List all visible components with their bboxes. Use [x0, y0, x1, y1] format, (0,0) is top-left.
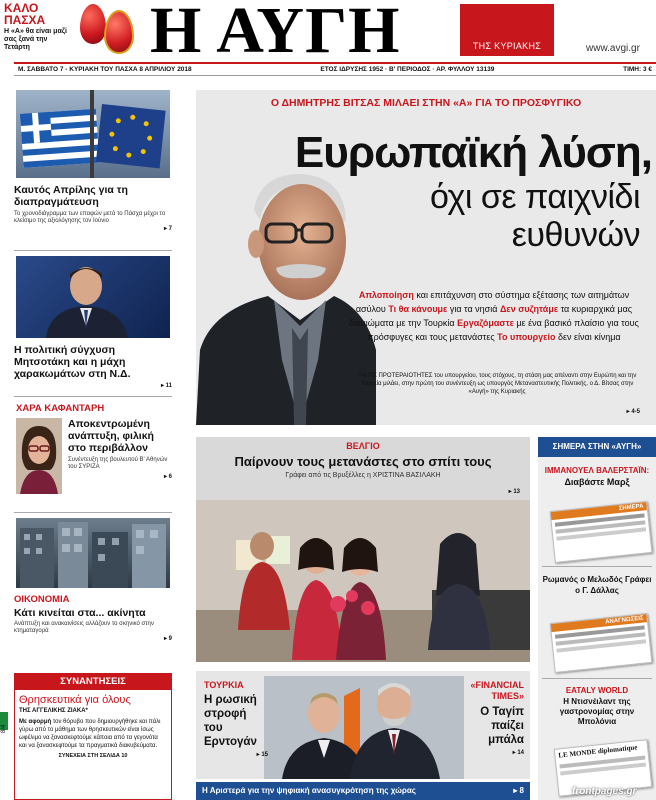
deck-key: Απλοποίηση	[358, 290, 414, 300]
promo-text: Η «Α» θα είναι μαζί σας ξανά την Τετάρτη	[4, 28, 67, 51]
column-continue[interactable]: ΣΥΝΕΧΕΙΑ ΣΤΗ ΣΕΛΙΔΑ 10	[58, 753, 128, 759]
deck-key: Το υπουργείο	[497, 332, 556, 342]
website-url[interactable]: www.avgi.gr	[586, 43, 640, 54]
story-title[interactable]: Η πολιτική σύγχυση Μητσοτάκη και η μάχη χαρακωμάτων στη Ν.Δ.	[14, 344, 131, 380]
story-byline: Γράφει από τις Βρυξέλλες η ΧΡΙΣΤΙΝΑ ΒΑΣΙΛΑΚΗ	[285, 472, 441, 479]
page-ref: ▸ 14	[512, 750, 524, 756]
author-photo[interactable]	[16, 418, 62, 494]
deck-key: Τι θα κάνουμε	[388, 304, 448, 314]
section-label: ΤΟΥΡΚΙΑ	[204, 680, 244, 690]
deck-text: για τα νησιά	[447, 304, 500, 314]
item-title[interactable]: Διαβάστε Μαρξ	[564, 477, 630, 487]
deck-key: Δεν συζητάμε	[499, 304, 559, 314]
story-title[interactable]: Η ρωσική στροφή του Ερντογάν	[204, 694, 257, 748]
supplement-thumbnail[interactable]	[550, 501, 653, 563]
promo-title-1: ΚΑΛΟ	[4, 1, 39, 15]
author-label: ΧΑΡΑ ΚΑΦΑΝΤΑΡΗ	[16, 403, 105, 414]
story-summary: Ανάπτυξη και ανακαινίσεις αλλάζουν το σκηνικό στην κτηματαγορά	[14, 621, 154, 634]
main-kicker: Ο ΔΗΜΗΤΡΗΣ ΒΙΤΣΑΣ ΜΙΛΑΕΙ ΣΤΗΝ «Α» ΓΙΑ ΤΟ ΠΡΟΣΦΥΓΙΚΟ	[270, 97, 582, 109]
section-label: ΒΕΛΓΙΟ	[346, 441, 380, 451]
edition-badge: ΤΗΣ ΚΥΡΙΑΚΗΣ	[460, 4, 554, 56]
deck-text: και επιτάχυνση στο σύστημα εξέτασης των αιτημάτων ασύλου	[355, 290, 630, 314]
main-deck	[348, 288, 640, 344]
story-turkey[interactable]	[204, 680, 268, 758]
story-financial-times[interactable]	[460, 680, 524, 756]
watermark: frontpages.gr	[572, 786, 637, 797]
issue-date: Μ. ΣΑΒΒΑΤΟ 7 - ΚΥΡΙΑΚΗ ΤΟΥ ΠΑΣΧΑ 8 ΑΠΡΙΛΙΟΥ 2018	[18, 66, 192, 73]
story-summary: Το χρονοδιάγραμμα των επαφών μετά το Πάσχα μέχρι το κλείσιμο της αξιολόγησης τον Ιούνιο	[14, 211, 166, 224]
divider	[542, 678, 652, 679]
supplement-thumbnail[interactable]	[550, 613, 653, 673]
page-ref: ▸ 7	[163, 226, 172, 232]
deck-text: δεν είναι κίνημα	[555, 332, 621, 342]
story-title[interactable]: Παίρνουν τους μετανάστες στο σπίτι τους	[234, 454, 492, 469]
headline-part-3: ευθυνών	[511, 216, 640, 254]
story-interview[interactable]	[68, 418, 172, 480]
family-illustration	[196, 500, 530, 662]
supplement-name: LE MONDE diplomatique	[558, 743, 638, 760]
easter-egg-icon	[104, 10, 134, 54]
today-item-romanos[interactable]	[540, 574, 654, 596]
divider	[14, 396, 172, 397]
story-title[interactable]: Αποκεντρωμένη ανάπτυξη, φιλική στο περιβάλλον	[68, 418, 154, 454]
story-title[interactable]: Κάτι κινείται στα... ακίνητα	[14, 607, 146, 619]
main-headline-line-2[interactable]	[360, 178, 640, 254]
buildings-photo[interactable]	[16, 518, 170, 588]
today-item-wallerstein[interactable]	[540, 466, 654, 487]
easter-egg-icon	[80, 4, 106, 44]
bar-title: Η Αριστερά για την ψηφιακή ανασυγκρότηση της χώρας	[202, 786, 416, 795]
item-title[interactable]: Ρωμανός ο Μελωδός Γράφει ο Γ. Δάλλας	[542, 575, 652, 595]
story-mitsotakis[interactable]	[14, 344, 172, 389]
deck-text: τα κυριαρχικά μας δικαιώματα με την Τουρκία	[349, 304, 633, 328]
main-lede: ΓΙΑ ΤΙΣ ΠΡΟΤΕΡΑΙΟΤΗΤΕΣ του υπουργείου, τους στόχους, τη στάση μας απέναντι στην Ευρώπη και την Τουρκία μιλάει, στην πρώτη του συνέντευξη ως υπουργός Μεταναστευτικής Πολιτικής, ο Δ. Βίτσας στην «Αυγή» της Κυριακής	[357, 373, 637, 395]
leaders-illustration	[264, 676, 464, 779]
page-ref: ▸ 15	[256, 752, 268, 758]
page-ref: ▸ 8	[513, 786, 524, 795]
family-photo[interactable]	[196, 500, 530, 662]
page-ref: ▸ 13	[508, 489, 520, 495]
column-synantiseis[interactable]	[14, 673, 172, 800]
divider	[14, 250, 172, 251]
story-summary: Συνέντευξη της βουλευτού Β' Αθηνών του ΣΥΡΙΖΑ	[68, 457, 168, 470]
column-text	[15, 718, 171, 750]
deck-key: Εργαζόμαστε	[457, 318, 514, 328]
page-ref: ▸ 11	[160, 383, 172, 389]
divider	[542, 566, 652, 567]
issue-number: ΕΤΟΣ ΙΔΡΥΣΗΣ 1952 · Β' ΠΕΡΙΟΔΟΣ · ΑΡ. ΦΥΛΛΟΥ 13139	[320, 66, 495, 73]
column-text-body: τον θόρυβο που δημιουργήθηκε και πάλι γύρω από το μάθημα των θρησκευτικών είναι ίσως ωφέλιμο να ξανασκεφτούμε κάποια από τα γεγονότα και να ξανασκεφτούμε τα πραγματικά διακυβεύματα.	[19, 719, 161, 749]
divider	[14, 512, 172, 513]
column-header: ΣΥΝΑΝΤΗΣΕΙΣ	[15, 674, 171, 690]
section-label: ΟΙΚΟΝΟΜΙΑ	[14, 594, 70, 605]
deck-text: με ένα βασικό πλαίσιο για τους πρόσφυγες και τους μετανάστες	[367, 318, 639, 342]
item-title[interactable]: Η Ντισνέιλαντ της γαστρονομίας στην Μπολόνια	[559, 697, 635, 726]
story-realestate[interactable]	[14, 594, 172, 642]
buildings-illustration	[16, 518, 170, 588]
politician-photo[interactable]	[16, 256, 170, 338]
today-header: ΣΗΜΕΡΑ ΣΤΗΝ «ΑΥΓΗ»	[538, 437, 656, 457]
column-author: ΤΗΣ ΑΓΓΕΛΙΚΗΣ ΖΙΑΚΑ*	[19, 708, 88, 714]
item-author: ΙΜΜΑΝΟΥΕΛ ΒΑΛΕΡΣΤΑΪΝ:	[544, 466, 650, 475]
headline-part-2: όχι σε παιχνίδι	[430, 178, 640, 216]
bottom-bar[interactable]	[196, 782, 530, 800]
easter-promo	[4, 2, 74, 52]
leaders-photo[interactable]	[264, 676, 464, 779]
page-ref: ▸ 4-5	[626, 409, 640, 415]
flags-illustration	[16, 90, 170, 178]
page-ref: ▸ 6	[163, 474, 172, 480]
author-portrait	[16, 418, 62, 494]
page-ref: ▸ 9	[163, 636, 172, 642]
belgium-header[interactable]	[196, 437, 530, 479]
main-headline[interactable]: Ευρωπαϊκή λύση,	[294, 128, 652, 177]
issue-price: ΤΙΜΗ: 3 €	[623, 66, 652, 73]
supplement-name: ΑΝΑΓΝΩΣΕΙΣ	[551, 614, 647, 632]
promo-title-2: ΠΑΣΧΑ	[4, 13, 46, 27]
supplement-name: ΣΗΜΕΡΑ	[551, 502, 647, 520]
section-label: «FINANCIAL TIMES»	[470, 680, 524, 701]
side-code: 8/4	[1, 724, 7, 733]
column-text-lead: Με αφορμή	[19, 719, 52, 725]
column-title[interactable]: Θρησκευτικά για όλους	[19, 694, 131, 706]
story-title[interactable]: Καυτός Απρίλης για τη διαπραγμάτευση	[14, 184, 128, 208]
newspaper-logo[interactable]: Η ΑΥΓΗ	[150, 0, 401, 67]
story-title[interactable]: Ο Ταγίπ παίζει μπάλα	[480, 706, 524, 746]
today-item-eataly[interactable]	[540, 686, 654, 727]
story-negotiation[interactable]	[14, 184, 172, 232]
dateline	[14, 62, 656, 76]
item-author: EATALY WORLD	[565, 686, 629, 695]
flags-photo[interactable]	[16, 90, 170, 178]
politician-silhouette	[16, 256, 170, 338]
